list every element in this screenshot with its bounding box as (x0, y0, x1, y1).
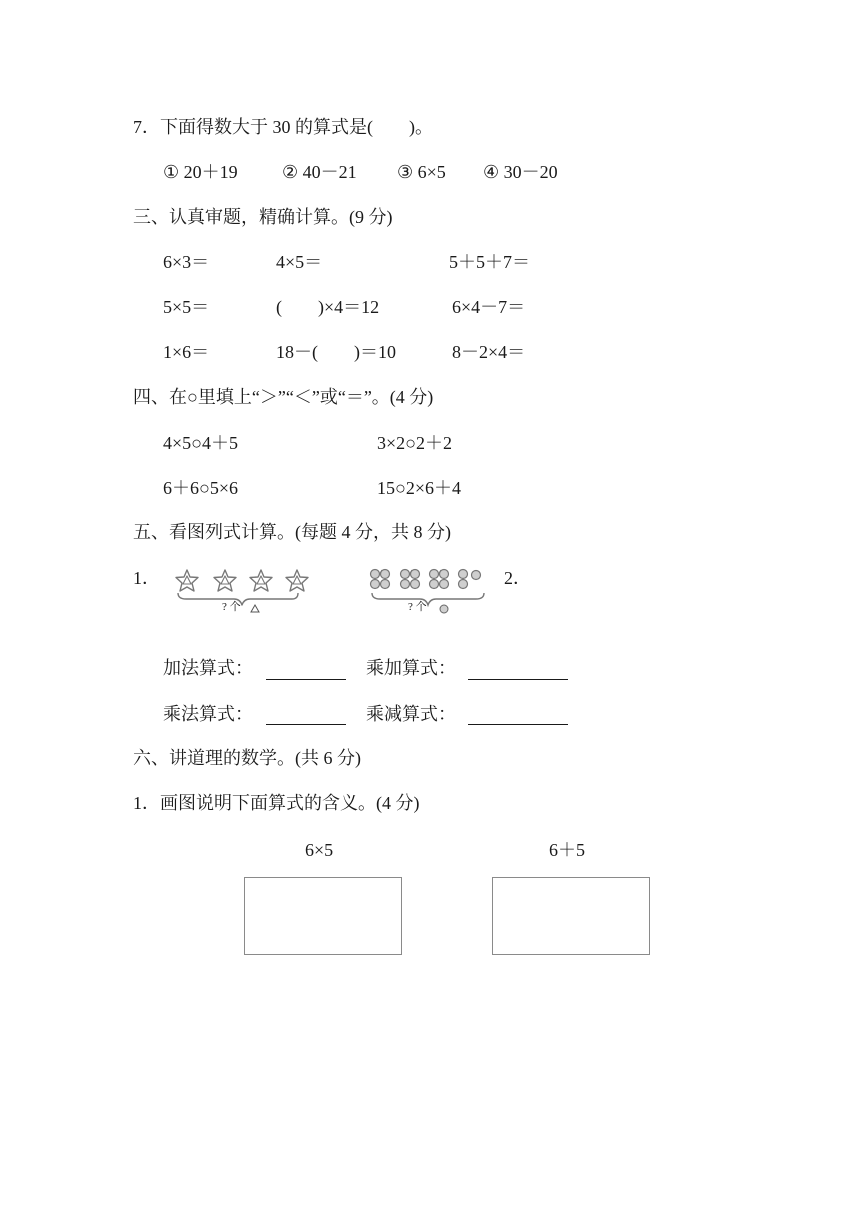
section6-q1: 1．画图说明下面算式的含义。(4 分) (133, 793, 420, 813)
q7-stem: 7．下面得数大于 30 的算式是( )。 (133, 117, 433, 137)
addition-label: 加法算式： (163, 658, 253, 678)
triangle-icon (250, 604, 260, 613)
mult-add-label: 乘加算式： (366, 658, 456, 678)
compare-r2-c2: 15○2×6＋4 (377, 478, 462, 498)
multiplication-answer-blank[interactable] (266, 724, 346, 725)
calc-r3-c2: 18－( )＝10 (276, 342, 396, 362)
calc-r2-c2: ( )×4＝12 (276, 297, 380, 317)
calc-r1-c2: 4×5＝ (276, 252, 323, 272)
star-icon (250, 570, 272, 591)
small-circle-icon (439, 604, 449, 614)
multiplication-label: 乘法算式： (163, 704, 253, 724)
q7-option-4: ④ 30－20 (483, 162, 558, 182)
calc-r2-c3: 6×4－7＝ (452, 297, 526, 317)
addition-answer-blank[interactable] (266, 679, 346, 680)
fig-q2-number: 2． (504, 568, 531, 588)
circle-group-icon (371, 570, 390, 589)
star-icon (214, 570, 236, 591)
calc-r2-c1: 5×5＝ (163, 297, 210, 317)
expr-right: 6＋5 (549, 840, 585, 860)
stars-figure (170, 565, 315, 620)
fig-q1-number: 1． (133, 568, 160, 588)
star-icon (286, 570, 308, 591)
mult-add-answer-blank[interactable] (468, 679, 568, 680)
section5-title: 五、看图列式计算。(每题 4 分，共 8 分) (133, 522, 451, 542)
q7-option-3: ③ 6×5 (397, 162, 446, 182)
compare-r2-c1: 6＋6○5×6 (163, 478, 239, 498)
circle-group-icon (401, 570, 420, 589)
circle-group-icon (430, 570, 449, 589)
section3-title: 三、认真审题，精确计算。(9 分) (133, 207, 393, 227)
drawing-box-left[interactable] (244, 877, 402, 955)
mult-sub-answer-blank[interactable] (468, 724, 568, 725)
circle-group-icon (459, 570, 481, 589)
circles-figure (366, 565, 491, 620)
mult-sub-label: 乘减算式： (366, 704, 456, 724)
compare-r1-c1: 4×5○4＋5 (163, 433, 239, 453)
calc-r1-c1: 6×3＝ (163, 252, 210, 272)
calc-r1-c3: 5＋5＋7＝ (449, 252, 530, 272)
q7-option-2: ② 40－21 (282, 162, 357, 182)
star-icon (176, 570, 198, 591)
fig1-caption: ? 个 (222, 601, 241, 613)
section6-title: 六、讲道理的数学。(共 6 分) (133, 748, 361, 768)
q7-option-1: ① 20＋19 (163, 162, 238, 182)
drawing-box-right[interactable] (492, 877, 650, 955)
brace-icon (372, 593, 484, 605)
compare-r1-c2: 3×2○2＋2 (377, 433, 453, 453)
calc-r3-c3: 8－2×4＝ (452, 342, 526, 362)
section4-title: 四、在○里填上“＞”“＜”或“＝”。(4 分) (133, 387, 434, 407)
fig2-caption: ? 个 (408, 601, 427, 613)
expr-left: 6×5 (305, 840, 334, 860)
calc-r3-c1: 1×6＝ (163, 342, 210, 362)
